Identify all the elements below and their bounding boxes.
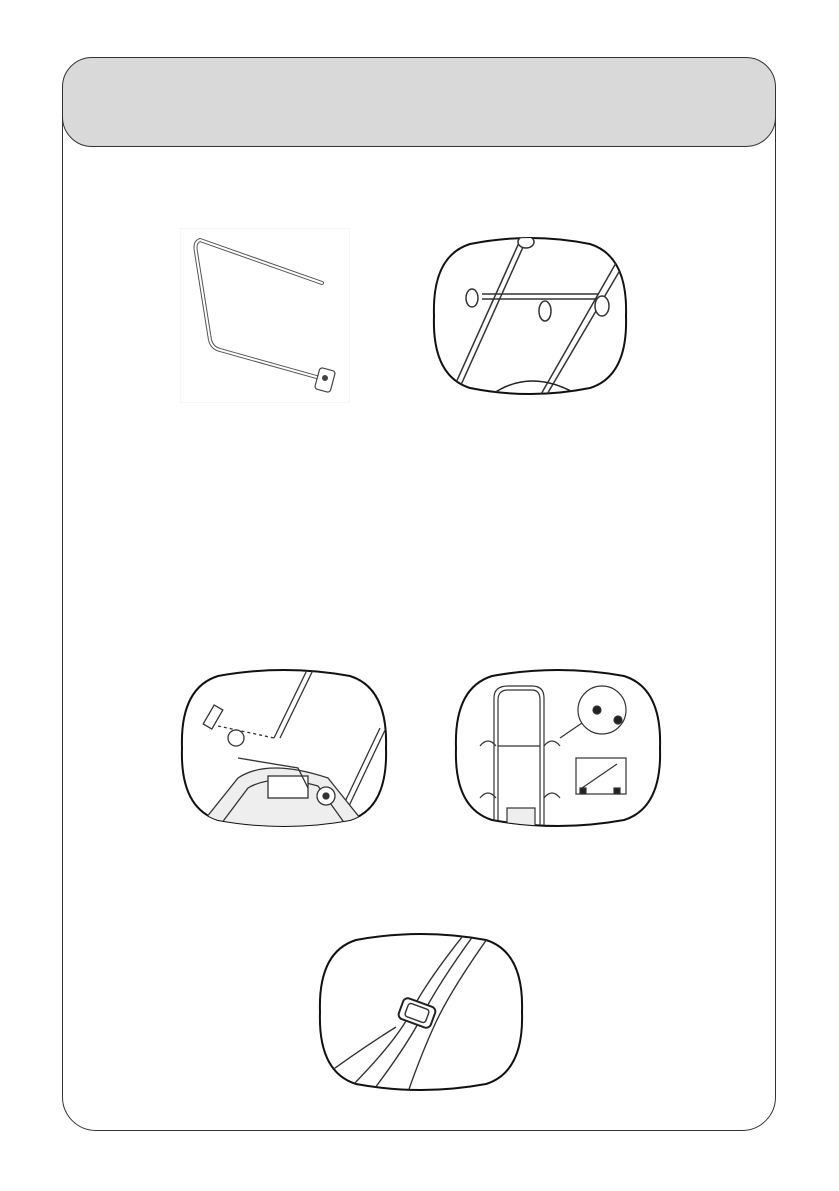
handle-clamp-detail (430, 236, 630, 396)
header-band (62, 57, 776, 147)
cable-clip-detail (316, 932, 526, 1092)
handle-bar-illustration (180, 228, 350, 403)
handle-assembly-overview (452, 668, 664, 828)
handle-attachment-detail (178, 668, 390, 828)
